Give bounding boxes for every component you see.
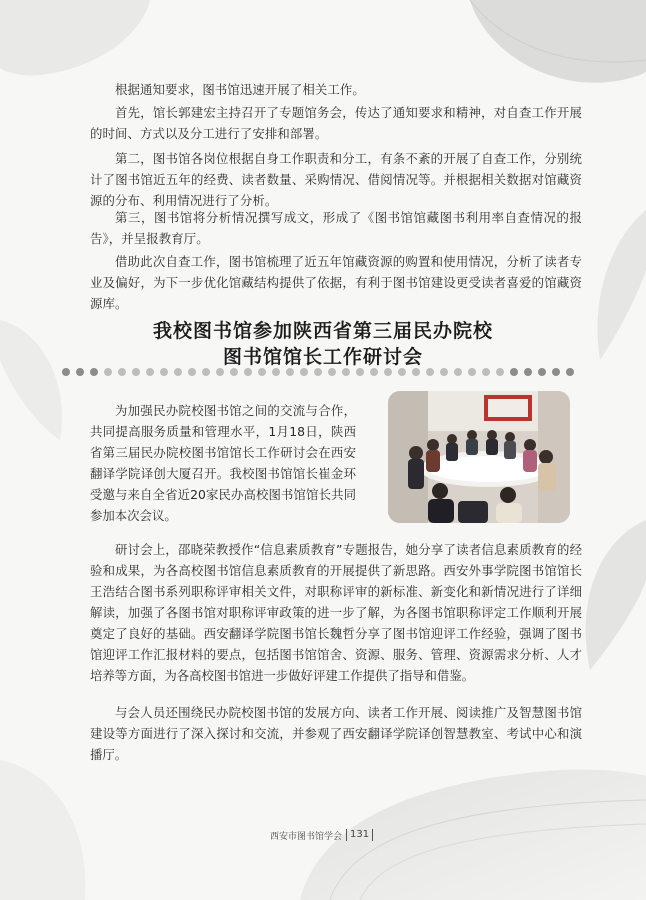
article-paragraph-2: 与会人员还围绕民办院校图书馆的发展方向、读者工作开展、阅读推广及智慧图书馆建设等方面进行了深入探讨和交流，并参观了西安翻译学院译创智慧教室、考试中心和演播厅。 bbox=[90, 705, 582, 762]
meeting-photo bbox=[388, 391, 570, 523]
article-paragraph-1: 研讨会上，邵晓荣教授作“信息素质教育”专题报告，她分享了读者信息素质教育的经验和成果，为各高校图书馆信息素质教育的开展提供了新思路。西安外事学院图书馆馆长王浩结合图书系列职称评审相关文件，对职称评审的新标准、新变化和新情况进行了详细解读，加强了各图书馆对职称评审政策的进一步了解，为各图书馆职称评定工作顺利开展奠定了良好的基础。西安翻译学院图书馆长魏哲分享了图书馆迎评工作经验，强调了图书馆迎评工作汇报材料的要点，包括图书馆馆舍、资源、服务、管理、资源需求分析、人才培养等方面，为各高校图书馆进一步做好评建工作提供了指导和借鉴。 bbox=[90, 542, 582, 683]
footer-organization: 西安市图书馆学会 bbox=[270, 831, 343, 842]
paragraph-4: 第三，图书馆将分析情况撰写成文，形成了《图书馆馆藏图书利用率自查情况的报告》，并呈报教育厅。 bbox=[90, 210, 582, 246]
paragraph-1: 根据通知要求，图书馆迅速开展了相关工作。 bbox=[115, 82, 365, 97]
paragraph-5: 借助此次自查工作，图书馆梳理了近五年馆藏资源的购置和使用情况，分析了读者专业及偏好，为下一步优化馆藏结构提供了依据，有利于图书馆建设更受读者喜爱的馆藏资源库。 bbox=[90, 254, 582, 311]
page-footer bbox=[270, 827, 380, 843]
page-number: 131 bbox=[346, 829, 373, 841]
article-intro: 为加强民办院校图书馆之间的交流与合作，共同提高服务质量和管理水平，1月18日，陕西省第三届民办院校图书馆馆长工作研讨会在西安翻译学院译创大厦召开。我校图书馆馆长崔金环受邀与来自全省近20家民办高校图书馆馆长共同参加本次会议。 bbox=[90, 403, 356, 523]
article-title-line-1: 我校图书馆参加陕西省第三届民办院校 bbox=[152, 320, 493, 342]
paragraph-3: 第二，图书馆各岗位根据自身工作职责和分工，有条不紊的开展了自查工作，分别统计了图书馆近五年的经费、读者数量、采购情况、借阅情况等。并根据相关数据对馆藏资源的分布、利用情况进行了分析。 bbox=[90, 151, 582, 208]
article-title-line-2: 图书馆馆长工作研讨会 bbox=[222, 346, 423, 368]
paragraph-2: 首先，馆长郭建宏主持召开了专题馆务会，传达了通知要求和精神，对自查工作开展的时间、方式以及分工进行了安排和部署。 bbox=[90, 105, 582, 141]
